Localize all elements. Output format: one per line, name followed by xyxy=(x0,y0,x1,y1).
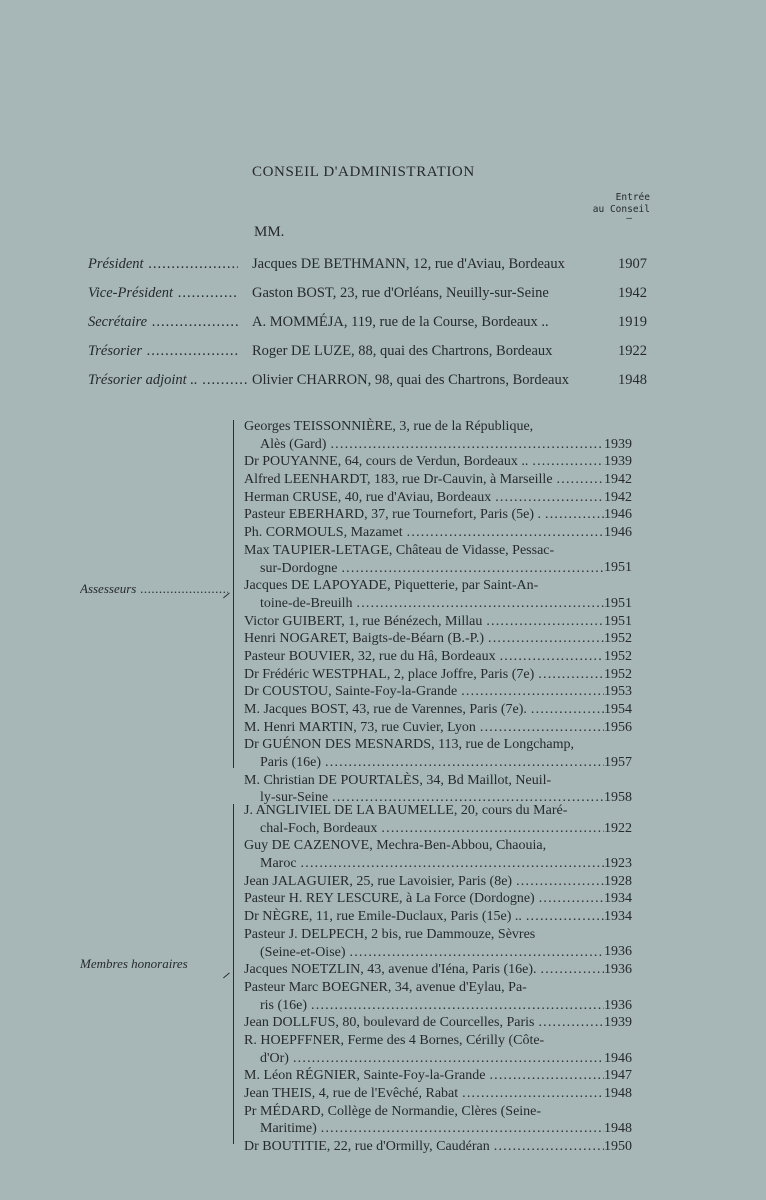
dot-leader xyxy=(531,701,604,719)
member-entry-line xyxy=(244,630,604,648)
member-entry-line xyxy=(244,1032,604,1050)
member-entry xyxy=(244,489,654,507)
dot-leader xyxy=(539,890,604,908)
member-text: Herman CRUSE, 40, rue d'Aviau, Bordeaux xyxy=(244,489,492,505)
member-entry xyxy=(244,1085,654,1103)
honoraires-list xyxy=(244,802,654,1156)
member-entry xyxy=(244,577,654,612)
member-entry-line xyxy=(244,1014,604,1032)
member-entry-line xyxy=(244,648,604,666)
member-year: 1947 xyxy=(604,1068,632,1084)
officer-role: Secrétaire ..... xyxy=(88,314,238,331)
member-entry-line xyxy=(244,683,604,701)
member-year: 1934 xyxy=(604,909,632,925)
member-year: 1946 xyxy=(604,525,632,541)
member-text: Dr NÈGRE, 11, rue Emile-Duclaux, Paris (15e) .. xyxy=(244,909,522,925)
member-text: Guy DE CAZENOVE, Mechra-Ben-Abbou, Chaouia, xyxy=(244,838,547,854)
member-text: Maroc xyxy=(260,856,297,872)
officer-row-president xyxy=(0,256,766,276)
officer-year: 1942 xyxy=(618,285,647,301)
member-entry xyxy=(244,908,654,926)
officer-entry: A. MOMMÉJA, 119, rue de la Course, Bordeaux .. xyxy=(252,314,549,330)
member-entry xyxy=(244,613,654,631)
member-text: sur-Dordogne xyxy=(260,560,338,576)
member-year: 1939 xyxy=(604,436,632,452)
member-year: 1951 xyxy=(604,613,632,629)
member-text: Pasteur H. REY LESCURE, à La Force (Dordogne) xyxy=(244,891,535,907)
member-entry xyxy=(244,1138,654,1156)
dot-leader xyxy=(532,453,604,471)
page-title: CONSEIL D'ADMINISTRATION xyxy=(252,164,475,180)
dot-leader xyxy=(494,1138,604,1156)
member-entry-continuation xyxy=(244,944,604,962)
member-entry-continuation xyxy=(244,820,604,838)
member-entry-continuation xyxy=(244,436,604,454)
member-text: R. HOEPFFNER, Ferme des 4 Bornes, Cérilly (Côte- xyxy=(244,1032,545,1048)
member-entry-line xyxy=(244,926,604,944)
member-year: 1952 xyxy=(604,666,632,682)
dot-leader xyxy=(462,1085,604,1103)
member-text: Maritime) xyxy=(260,1121,317,1137)
member-entry xyxy=(244,979,654,1014)
member-text: Ph. CORMOULS, Mazamet xyxy=(244,525,403,541)
member-entry-continuation xyxy=(244,855,604,873)
dot-leader xyxy=(538,666,604,684)
member-entry-line xyxy=(244,890,604,908)
honoraires-brace xyxy=(233,804,244,1144)
member-entry-continuation xyxy=(244,754,604,772)
member-text: Alfred LEENHARDT, 183, rue Dr-Cauvin, à Marseille xyxy=(244,472,553,488)
member-entry-line xyxy=(244,908,604,926)
member-year: 1957 xyxy=(604,755,632,771)
dot-leader xyxy=(461,683,604,701)
member-text: Pr MÉDARD, Collège de Normandie, Clères (Seine- xyxy=(244,1103,542,1119)
dot-leader xyxy=(321,1120,604,1138)
officer-entry: Olivier CHARRON, 98, quai des Chartrons, Bordeaux xyxy=(252,372,569,388)
member-text: chal-Foch, Bordeaux xyxy=(260,820,378,836)
dot-leader xyxy=(311,997,604,1015)
member-year: 1936 xyxy=(604,944,632,960)
officer-role: Trésorier adjoint .. ..... xyxy=(88,372,248,389)
member-entry-line xyxy=(244,719,604,737)
dot-leader xyxy=(381,820,604,838)
member-entry-continuation xyxy=(244,595,604,613)
member-year: 1942 xyxy=(604,489,632,505)
member-entry-continuation xyxy=(244,997,604,1015)
entree-dash: — xyxy=(626,213,632,224)
assesseurs-list xyxy=(244,418,654,807)
member-entry-line xyxy=(244,701,604,719)
member-entry xyxy=(244,418,654,453)
member-text: d'Or) xyxy=(260,1050,289,1066)
member-year: 1956 xyxy=(604,719,632,735)
member-entry-line xyxy=(244,471,604,489)
dot-leader xyxy=(350,944,604,962)
dot-leader xyxy=(325,754,604,772)
officer-year: 1907 xyxy=(618,256,647,272)
member-year: 1942 xyxy=(604,472,632,488)
member-entry-continuation xyxy=(244,1120,604,1138)
member-text: ly-sur-Seine xyxy=(260,790,329,806)
member-entry xyxy=(244,666,654,684)
member-text: Max TAUPIER-LETAGE, Château de Vidasse, Pessac- xyxy=(244,542,555,558)
member-year: 1922 xyxy=(604,820,632,836)
assesseurs-label: Assesseurs ..... xyxy=(80,581,228,597)
member-entry-line xyxy=(244,772,604,790)
dot-leader xyxy=(489,1067,604,1085)
member-year: 1936 xyxy=(604,997,632,1013)
member-entry-line xyxy=(244,736,604,754)
officer-entry: Gaston BOST, 23, rue d'Orléans, Neuilly-sur-Seine xyxy=(252,285,549,301)
member-entry xyxy=(244,1067,654,1085)
member-text: Georges TEISSONNIÈRE, 3, rue de la République, xyxy=(244,419,534,434)
member-text: (Seine-et-Oise) xyxy=(260,944,346,960)
member-entry-line xyxy=(244,802,604,820)
member-text: Alès (Gard) xyxy=(260,436,327,452)
member-text: Paris (16e) xyxy=(260,755,322,771)
dot-leader xyxy=(516,873,604,891)
member-entry xyxy=(244,1014,654,1032)
member-year: 1939 xyxy=(604,454,632,470)
member-year: 1952 xyxy=(604,648,632,664)
member-year: 1928 xyxy=(604,873,632,889)
member-text: ris (16e) xyxy=(260,997,308,1013)
officer-entry: Jacques DE BETHMANN, 12, rue d'Aviau, Bordeaux xyxy=(252,256,565,272)
member-text: Jean THEIS, 4, rue de l'Evêché, Rabat xyxy=(244,1086,459,1101)
dot-leader xyxy=(538,1014,604,1032)
member-entry-line xyxy=(244,418,604,436)
member-text: Dr Frédéric WESTPHAL, 2, place Joffre, Paris (7e) xyxy=(244,666,535,682)
member-entry xyxy=(244,453,654,471)
entree-label: Entrée xyxy=(615,192,650,203)
member-entry-line xyxy=(244,1103,604,1121)
dot-leader xyxy=(480,719,604,737)
member-year: 1946 xyxy=(604,1050,632,1066)
member-year: 1958 xyxy=(604,790,632,806)
member-entry xyxy=(244,873,654,891)
member-entry xyxy=(244,1103,654,1138)
dot-leader xyxy=(500,648,604,666)
member-entry xyxy=(244,837,654,872)
officer-year: 1922 xyxy=(618,343,647,359)
member-text: Pasteur BOUVIER, 32, rue du Hâ, Bordeaux xyxy=(244,648,496,664)
member-year: 1939 xyxy=(604,1015,632,1031)
member-year: 1948 xyxy=(604,1121,632,1137)
member-entry xyxy=(244,471,654,489)
member-entry xyxy=(244,961,654,979)
member-entry xyxy=(244,890,654,908)
member-entry-line xyxy=(244,961,604,979)
member-entry-line xyxy=(244,613,604,631)
member-year: 1950 xyxy=(604,1139,632,1155)
member-entry-line xyxy=(244,506,604,524)
member-text: Dr COUSTOU, Sainte-Foy-la-Grande xyxy=(244,684,458,700)
member-entry xyxy=(244,683,654,701)
member-entry-line xyxy=(244,1067,604,1085)
member-text: Henri NOGARET, Baigts-de-Béarn (B.-P.) xyxy=(244,631,485,647)
member-entry-line xyxy=(244,837,604,855)
member-text: Jacques DE LAPOYADE, Piquetterie, par Saint-An- xyxy=(244,578,539,594)
member-entry-line xyxy=(244,489,604,507)
member-year: 1954 xyxy=(604,701,632,717)
member-text: M. Henri MARTIN, 73, rue Cuvier, Lyon xyxy=(244,719,476,735)
member-entry-line xyxy=(244,577,604,595)
member-text: Pasteur Marc BOEGNER, 34, avenue d'Eylau, Pa- xyxy=(244,979,527,995)
member-entry-line xyxy=(244,666,604,684)
officer-row-tresorier-adjoint xyxy=(0,372,766,392)
assesseurs-brace xyxy=(233,420,244,768)
member-entry-line xyxy=(244,1138,604,1156)
member-text: Jean DOLLFUS, 80, boulevard de Courcelles, Paris xyxy=(244,1015,535,1031)
member-entry xyxy=(244,926,654,961)
member-entry-line xyxy=(244,873,604,891)
member-text: M. Léon RÉGNIER, Sainte-Foy-la-Grande xyxy=(244,1068,486,1084)
member-entry xyxy=(244,802,654,837)
member-year: 1952 xyxy=(604,631,632,647)
member-year: 1953 xyxy=(604,684,632,700)
dot-leader xyxy=(526,908,604,926)
member-text: Dr GUÉNON DES MESNARDS, 113, rue de Longchamp, xyxy=(244,737,575,753)
dot-leader xyxy=(341,560,604,578)
membres-honoraires-label: Membres honoraires xyxy=(80,956,188,971)
member-entry xyxy=(244,630,654,648)
member-text: Pasteur EBERHARD, 37, rue Tournefort, Paris (5e) . xyxy=(244,507,541,523)
member-entry-continuation xyxy=(244,1050,604,1068)
member-year: 1951 xyxy=(604,560,632,576)
member-entry-line xyxy=(244,524,604,542)
member-year: 1936 xyxy=(604,962,632,978)
member-entry xyxy=(244,719,654,737)
officer-year: 1919 xyxy=(618,314,647,330)
member-entry-line xyxy=(244,1085,604,1103)
dot-leader xyxy=(495,489,604,507)
dot-leader xyxy=(293,1050,604,1068)
officer-role: Trésorier ..... xyxy=(88,343,238,360)
officer-row-tresorier xyxy=(0,343,766,363)
member-entry xyxy=(244,1032,654,1067)
officer-entry: Roger DE LUZE, 88, quai des Chartrons, Bordeaux xyxy=(252,343,553,359)
member-text: J. ANGLIVIEL DE LA BAUMELLE, 20, cours du Maré- xyxy=(244,803,568,818)
member-year: 1934 xyxy=(604,891,632,907)
dot-leader xyxy=(488,630,604,648)
dot-leader xyxy=(541,961,604,979)
member-text: Victor GUIBERT, 1, rue Bénézech, Millau xyxy=(244,613,483,629)
dot-leader xyxy=(407,524,604,542)
member-text: Dr BOUTITIE, 22, rue d'Ormilly, Caudéran xyxy=(244,1139,490,1155)
au-conseil-label: au Conseil xyxy=(592,204,650,215)
member-text: Dr POUYANNE, 64, cours de Verdun, Bordeaux .. xyxy=(244,454,529,470)
member-text: Jean JALAGUIER, 25, rue Lavoisier, Paris (8e) xyxy=(244,873,513,889)
member-entry xyxy=(244,524,654,542)
member-entry xyxy=(244,736,654,771)
member-year: 1946 xyxy=(604,507,632,523)
member-entry-line xyxy=(244,542,604,560)
member-text: M. Christian DE POURTALÈS, 34, Bd Maillot, Neuil- xyxy=(244,772,552,788)
member-text: Pasteur J. DELPECH, 2 bis, rue Dammouze, Sèvres xyxy=(244,926,536,942)
member-text: M. Jacques BOST, 43, rue de Varennes, Paris (7e). xyxy=(244,702,527,717)
member-entry-continuation xyxy=(244,560,604,578)
mm-heading: MM. xyxy=(254,224,285,240)
member-entry-line xyxy=(244,979,604,997)
officer-year: 1948 xyxy=(618,372,647,388)
entree-column-heading xyxy=(593,192,650,222)
officer-role: Vice-Président ..... xyxy=(88,285,238,302)
member-entry xyxy=(244,542,654,577)
member-year: 1923 xyxy=(604,856,632,872)
officer-role: Président ..... xyxy=(88,256,238,273)
member-year: 1948 xyxy=(604,1085,632,1101)
member-entry-line xyxy=(244,453,604,471)
officer-row-secretaire xyxy=(0,314,766,334)
member-year: 1951 xyxy=(604,595,632,611)
member-entry xyxy=(244,648,654,666)
dot-leader xyxy=(486,613,604,631)
dot-leader xyxy=(301,855,604,873)
dot-leader xyxy=(357,595,604,613)
dot-leader xyxy=(330,436,604,454)
officer-row-vice-president xyxy=(0,285,766,305)
member-text: toine-de-Breuilh xyxy=(260,595,353,611)
member-entry xyxy=(244,506,654,524)
member-entry xyxy=(244,701,654,719)
member-text: Jacques NOETZLIN, 43, avenue d'Iéna, Paris (16e). xyxy=(244,962,537,978)
